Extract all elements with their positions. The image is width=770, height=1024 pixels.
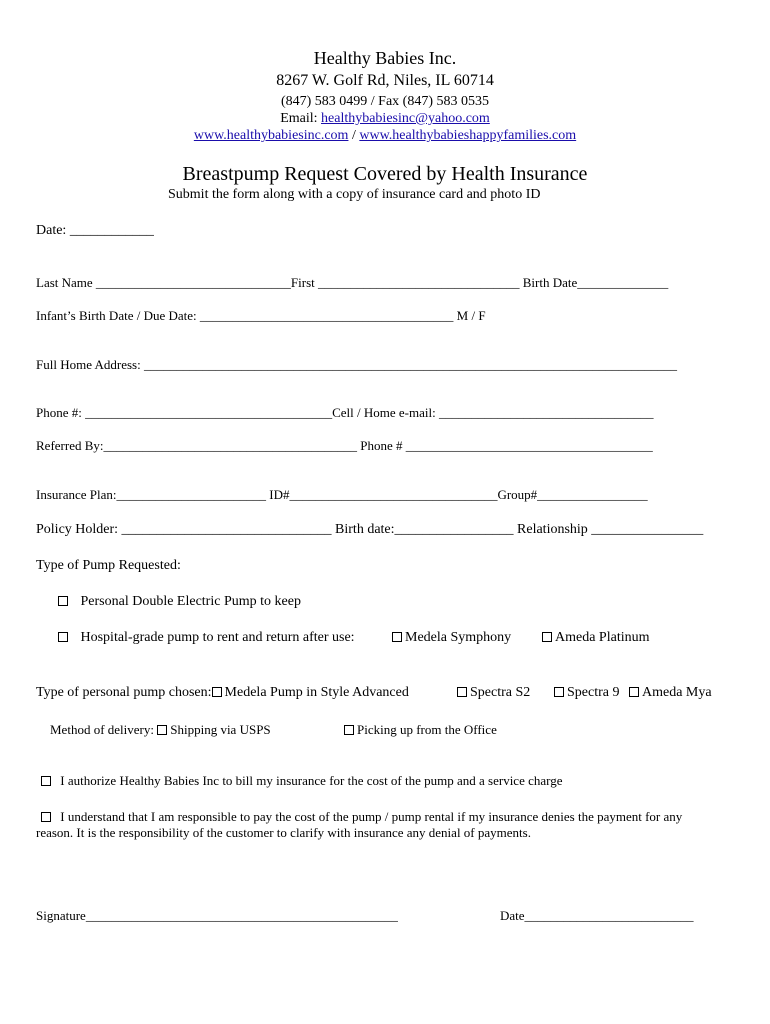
personal-pump-row [36, 685, 409, 701]
option-spectra-s2[interactable] [457, 685, 530, 701]
company-name: Healthy Babies Inc. [313, 48, 457, 68]
understand-text-line2: reason. It is the responsibility of the customer to clarify with insurance any denial of payments. [36, 825, 531, 840]
company-email-row [0, 111, 770, 127]
form-subtitle: Submit the form along with a copy of insurance card and photo ID [168, 187, 541, 202]
option-ameda-mya-label: Ameda Mya [642, 685, 712, 700]
option-ameda-platinum[interactable] [542, 630, 650, 646]
checkbox-authorize[interactable] [41, 776, 51, 786]
checkbox-spectra-s2[interactable] [457, 687, 467, 697]
phone-email-fields[interactable]: Phone #: ______________________________________Cell / Home e-mail: _________________________________ [36, 405, 654, 420]
signature-date-field[interactable]: Date__________________________ [500, 908, 694, 923]
checkbox-understand[interactable] [41, 812, 51, 822]
option-spectra-s2-label: Spectra S2 [470, 685, 531, 700]
option-medela-symphony-label: Medela Symphony [405, 630, 512, 645]
checkbox-ameda-mya[interactable] [629, 687, 639, 697]
checkbox-medela-symphony[interactable] [392, 632, 402, 642]
option-medela-symphony[interactable] [392, 630, 511, 646]
pump-type-label: Type of Pump Requested: [36, 558, 181, 573]
company-websites-row [0, 128, 770, 144]
checkbox-usps[interactable] [157, 725, 167, 735]
authorize-row[interactable] [41, 773, 563, 789]
understand-text-line1: I understand that I am responsible to pay the cost of the pump / pump rental if my insurance denies the payment for any [60, 809, 683, 824]
delivery-row [50, 722, 271, 738]
name-birthdate-fields[interactable]: Last Name ______________________________First _______________________________ Birth Date______________ [36, 275, 669, 290]
delivery-label: Method of delivery: [50, 722, 158, 737]
option-ameda-platinum-label: Ameda Platinum [555, 630, 650, 645]
personal-pump-label: Type of personal pump chosen: [36, 685, 212, 700]
authorize-text: I authorize Healthy Babies Inc to bill my insurance for the cost of the pump and a service charge [60, 773, 563, 788]
checkbox-medela-pis[interactable] [212, 687, 222, 697]
website-link-1[interactable]: www.healthybabiesinc.com [193, 128, 349, 143]
option-usps-label: Shipping via USPS [170, 722, 271, 737]
option-personal-pump[interactable] [58, 594, 301, 610]
home-address-field[interactable]: Full Home Address: __________________________________________________________________________________ [36, 357, 677, 372]
website-link-2[interactable]: www.healthybabieshappyfamilies.com [359, 128, 577, 143]
option-spectra-9-label: Spectra 9 [567, 685, 620, 700]
option-hospital-pump[interactable] [58, 630, 355, 646]
checkbox-pickup[interactable] [344, 725, 354, 735]
option-spectra-9[interactable] [554, 685, 619, 701]
referred-by-fields[interactable]: Referred By:_______________________________________ Phone # ______________________________________ [36, 438, 653, 453]
email-link[interactable]: healthybabiesinc@yahoo.com [321, 111, 490, 126]
insurance-plan-fields[interactable]: Insurance Plan:_______________________ ID#________________________________Group#_________________ [36, 487, 648, 502]
checkbox-spectra-9[interactable] [554, 687, 564, 697]
checkbox-hospital-pump[interactable] [58, 632, 68, 642]
checkbox-personal-pump[interactable] [58, 596, 68, 606]
form-title: Breastpump Request Covered by Health Insurance [182, 163, 588, 185]
date-field[interactable]: Date: ____________ [36, 223, 154, 238]
option-hospital-pump-label: Hospital-grade pump to rent and return after use: [80, 630, 355, 645]
company-address: 8267 W. Golf Rd, Niles, IL 60714 [276, 72, 494, 89]
signature-field[interactable]: Signature________________________________________________ [36, 908, 398, 923]
website-separator: / [348, 128, 360, 143]
option-medela-pis-label: Medela Pump in Style Advanced [224, 685, 409, 700]
option-ameda-mya[interactable] [629, 685, 712, 701]
infant-birth-date-field[interactable]: Infant’s Birth Date / Due Date: _______________________________________ M / F [36, 308, 486, 323]
checkbox-ameda-platinum[interactable] [542, 632, 552, 642]
option-pickup[interactable] [344, 722, 497, 738]
understand-row[interactable] [41, 809, 682, 825]
policy-holder-fields[interactable]: Policy Holder: ______________________________ Birth date:_________________ Relationship ________________ [36, 522, 704, 537]
option-pickup-label: Picking up from the Office [357, 722, 497, 737]
company-phone-fax: (847) 583 0499 / Fax (847) 583 0535 [280, 94, 490, 109]
option-personal-pump-label: Personal Double Electric Pump to keep [80, 594, 301, 609]
email-label: Email: [280, 111, 322, 126]
